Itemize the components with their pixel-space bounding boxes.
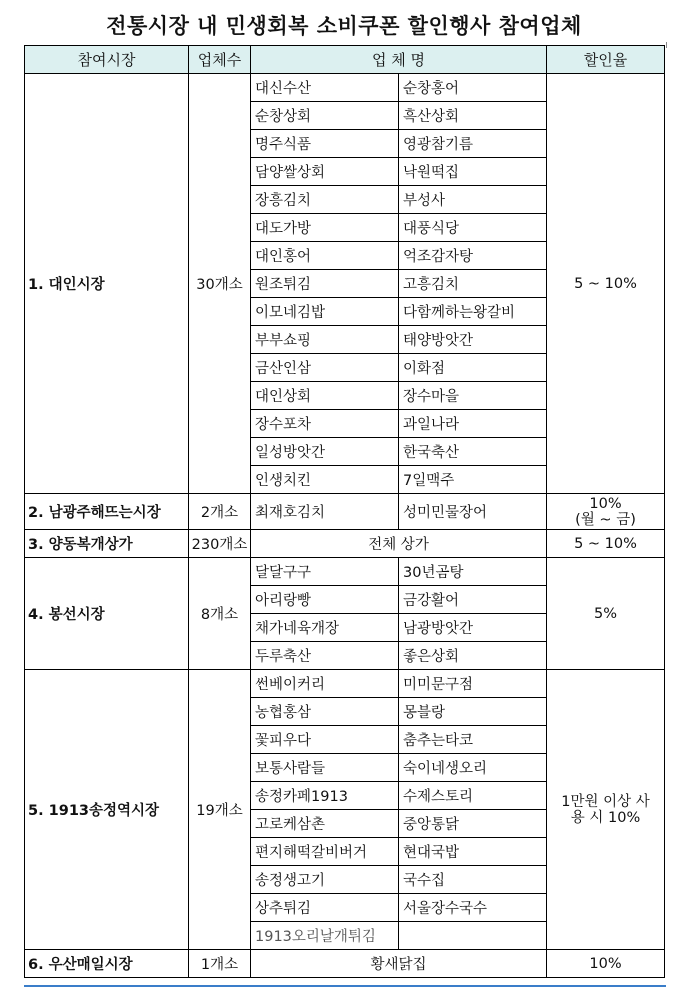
business-name: 과일나라 <box>399 410 547 438</box>
business-name: 썬베이커리 <box>251 670 399 698</box>
business-name: 7일맥주 <box>399 466 547 494</box>
business-name: 현대국밥 <box>399 838 547 866</box>
market-name <box>25 494 189 530</box>
business-name: 억조감자탕 <box>399 242 547 270</box>
discount-rate-line: (월 ~ 금) <box>575 511 636 528</box>
business-count: 19개소 <box>189 670 251 950</box>
business-name: 고로케삼촌 <box>251 810 399 838</box>
bottom-rule <box>24 985 666 987</box>
business-name: 부부쇼핑 <box>251 326 399 354</box>
business-name: 편지해떡갈비버거 <box>251 838 399 866</box>
business-name: 국수집 <box>399 866 547 894</box>
business-name: 30년곰탕 <box>399 558 547 586</box>
business-name: 상추튀김 <box>251 894 399 922</box>
discount-rate-text <box>547 794 664 826</box>
table-row <box>25 530 665 558</box>
business-name: 채가네육개장 <box>251 614 399 642</box>
business-name: 숙이네생오리 <box>399 754 547 782</box>
business-count: 1개소 <box>189 950 251 978</box>
business-name: 아리랑빵 <box>251 586 399 614</box>
business-name: 순창홍어 <box>399 74 547 102</box>
business-name: 남광방앗간 <box>399 614 547 642</box>
business-name: 인생치킨 <box>251 466 399 494</box>
business-name: 성미민물장어 <box>399 494 547 530</box>
business-name: 장수마을 <box>399 382 547 410</box>
business-name: 고흥김치 <box>399 270 547 298</box>
business-name: 이화점 <box>399 354 547 382</box>
business-name: 일성방앗간 <box>251 438 399 466</box>
discount-rate-line: 10% <box>589 495 622 512</box>
discount-rate <box>547 670 665 950</box>
market-name-label: 3. 양동복개상가 <box>28 537 133 553</box>
market-name <box>25 530 189 558</box>
business-name: 대풍식당 <box>399 214 547 242</box>
business-all: 황새닭집 <box>251 950 547 978</box>
business-name: 이모네김밥 <box>251 298 399 326</box>
market-name <box>25 558 189 670</box>
header-rate: 할인율 <box>547 46 665 74</box>
business-name: 1913오리날개튀김 <box>251 922 399 950</box>
discount-rate: 5 ~ 10% <box>547 74 665 494</box>
business-name: 태양방앗간 <box>399 326 547 354</box>
business-count: 30개소 <box>189 74 251 494</box>
business-name: 한국축산 <box>399 438 547 466</box>
table-row <box>25 670 665 698</box>
business-name: 보통사람들 <box>251 754 399 782</box>
business-name: 다함께하는왕갈비 <box>399 298 547 326</box>
market-name <box>25 74 189 494</box>
business-name: 원조튀김 <box>251 270 399 298</box>
business-name: 담양쌀상회 <box>251 158 399 186</box>
discount-rate-text <box>547 496 664 528</box>
business-name: 송정생고기 <box>251 866 399 894</box>
business-name: 춤추는타코 <box>399 726 547 754</box>
table-body <box>25 74 665 978</box>
discount-rate: 5% <box>547 558 665 670</box>
market-name-label: 6. 우산매일시장 <box>28 957 133 973</box>
page-title: 전통시장 내 민생회복 소비쿠폰 할인행사 참여업체 <box>106 14 582 38</box>
business-count: 8개소 <box>189 558 251 670</box>
business-count: 2개소 <box>189 494 251 530</box>
header-market: 참여시장 <box>25 46 189 74</box>
business-name: 금산인삼 <box>251 354 399 382</box>
business-name: 순창상회 <box>251 102 399 130</box>
business-name: 송정카페1913 <box>251 782 399 810</box>
business-name: 서울장수국수 <box>399 894 547 922</box>
table-row <box>25 950 665 978</box>
business-name: 중앙통닭 <box>399 810 547 838</box>
business-name: 대인상회 <box>251 382 399 410</box>
business-name <box>399 922 547 950</box>
header-count: 업체수 <box>189 46 251 74</box>
discount-rate: 10% <box>547 950 665 978</box>
header-business: 업 체 명 <box>251 46 547 74</box>
table-row <box>25 74 665 102</box>
business-count: 230개소 <box>189 530 251 558</box>
business-name: 부성사 <box>399 186 547 214</box>
table-row <box>25 494 665 530</box>
business-all: 전체 상가 <box>251 530 547 558</box>
market-name-label: 1. 대인시장 <box>28 277 105 293</box>
business-name: 장흥김치 <box>251 186 399 214</box>
business-name: 수제스토리 <box>399 782 547 810</box>
business-name: 금강활어 <box>399 586 547 614</box>
market-name <box>25 950 189 978</box>
business-name: 흑산상회 <box>399 102 547 130</box>
business-name: 영광참기름 <box>399 130 547 158</box>
market-name-label: 5. 1913송정역시장 <box>28 803 160 819</box>
discount-rate-line: 용 시 10% <box>570 809 641 826</box>
business-name: 장수포차 <box>251 410 399 438</box>
business-name: 농협홍삼 <box>251 698 399 726</box>
business-name: 명주식품 <box>251 130 399 158</box>
business-name: 최재호김치 <box>251 494 399 530</box>
business-name: 꽃피우다 <box>251 726 399 754</box>
discount-rate-line: 1만원 이상 사 <box>561 793 650 810</box>
business-name: 낙원떡집 <box>399 158 547 186</box>
business-name: 좋은상회 <box>399 642 547 670</box>
participants-table <box>24 45 665 978</box>
business-name: 대신수산 <box>251 74 399 102</box>
business-name: 두루축산 <box>251 642 399 670</box>
table-row <box>25 558 665 586</box>
market-name <box>25 670 189 950</box>
business-name: 미미문구점 <box>399 670 547 698</box>
business-name: 대도가방 <box>251 214 399 242</box>
business-name: 대인홍어 <box>251 242 399 270</box>
discount-rate <box>547 494 665 530</box>
business-name: 몽블랑 <box>399 698 547 726</box>
market-name-label: 2. 남광주해뜨는시장 <box>28 505 161 521</box>
business-name: 달달구구 <box>251 558 399 586</box>
corner-marker <box>666 42 667 48</box>
market-name-label: 4. 봉선시장 <box>28 607 105 623</box>
discount-rate: 5 ~ 10% <box>547 530 665 558</box>
